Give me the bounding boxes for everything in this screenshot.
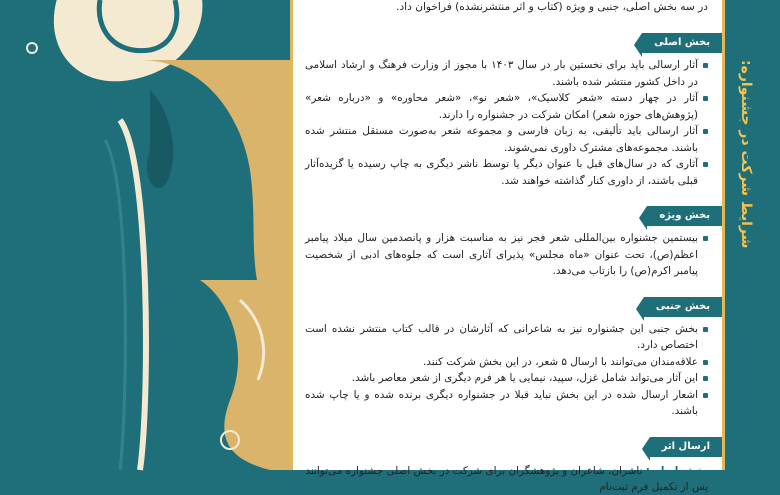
section-list bbox=[305, 57, 708, 189]
section-main bbox=[305, 30, 708, 189]
content-panel bbox=[290, 0, 725, 493]
submit-lead: بخش اصلی: bbox=[645, 464, 708, 477]
list-item: آثار در چهار دسته «شعر کلاسیک»، «شعر نو»، «شعر محاوره» و «درباره شعر» (پژوهش‌های حوزه شعر) امکان شرکت در جشنواره را دارند. bbox=[305, 90, 708, 123]
list-item: علاقه‌مندان می‌توانند با ارسال ۵ شعر، در این بخش شرکت کنند. bbox=[305, 354, 708, 371]
list-item: آثار ارسالی باید برای نخستین بار در سال ۱۴۰۳ با مجوز از وزارت فرهنگ و ارشاد اسلامی در داخل کشور منتشر شده باشند. bbox=[305, 57, 708, 90]
list-item: بخش جنبی این جشنواره نیز به شاعرانی که آثارشان در قالب کتاب منتشر نشده است اختصاص دارد. bbox=[305, 321, 708, 354]
list-item: اشعار ارسال شده در این بخش نباید قبلا در جشنواره دیگری برنده شده و یا چاپ شده باشند. bbox=[305, 387, 708, 420]
list-item: بیستمین جشنواره بین‌المللی شعر فجر نیز به مناسبت هزار و پانصدمین سال میلاد پیامبر اعظم(ص)، تحت عنوان «ماه مجلس» پذیرای آثاری است که جلوه‌های ادبی از شخصیت پیامبر اکرم(ص) را بازتاب می‌دهد. bbox=[305, 230, 708, 280]
list-item: آثاری که در سال‌های قبل با عنوان دیگر یا توسط ناشر دیگری به چاپ رسیده یا گزیده‌آثار قبلی باشند، از داوری کنار گذاشته خواهند شد. bbox=[305, 156, 708, 189]
list-item: این آثار می‌تواند شامل غزل، سپید، نیمایی یا هر فرم دیگری از شعر معاصر باشد. bbox=[305, 370, 708, 387]
list-item: آثار ارسالی باید تألیفی، به زبان فارسی و مجموعه شعر به‌صورت مستقل منتشر شده باشند. مجموعه‌های مشترک داوری نمی‌شوند. bbox=[305, 123, 708, 156]
submit-body: ناشران، شاعران و پژوهشگران برای شرکت در بخش اصلی جشنواره می‌توانند پس از تکمیل فرم ثبت‌نام bbox=[305, 464, 708, 493]
decorative-artwork bbox=[0, 0, 300, 470]
section-title: بخش اصلی bbox=[642, 33, 722, 53]
section-title: ارسال اثر bbox=[650, 437, 722, 457]
section-title: بخش ویژه bbox=[647, 206, 722, 226]
intro-text: در سه بخش اصلی، جنبی و ویژه (کتاب و اثر منتشرنشده) فراخوان داد. bbox=[396, 1, 708, 13]
section-side bbox=[305, 294, 708, 420]
section-title: بخش جنبی bbox=[644, 297, 722, 317]
section-submit bbox=[305, 434, 708, 495]
ornament-illustration bbox=[0, 0, 300, 470]
submit-text bbox=[305, 463, 708, 495]
section-list bbox=[305, 230, 708, 280]
section-special bbox=[305, 203, 708, 280]
ribbon-title: شرایط شرکت در جشنواره: bbox=[738, 60, 754, 249]
section-list bbox=[305, 321, 708, 420]
